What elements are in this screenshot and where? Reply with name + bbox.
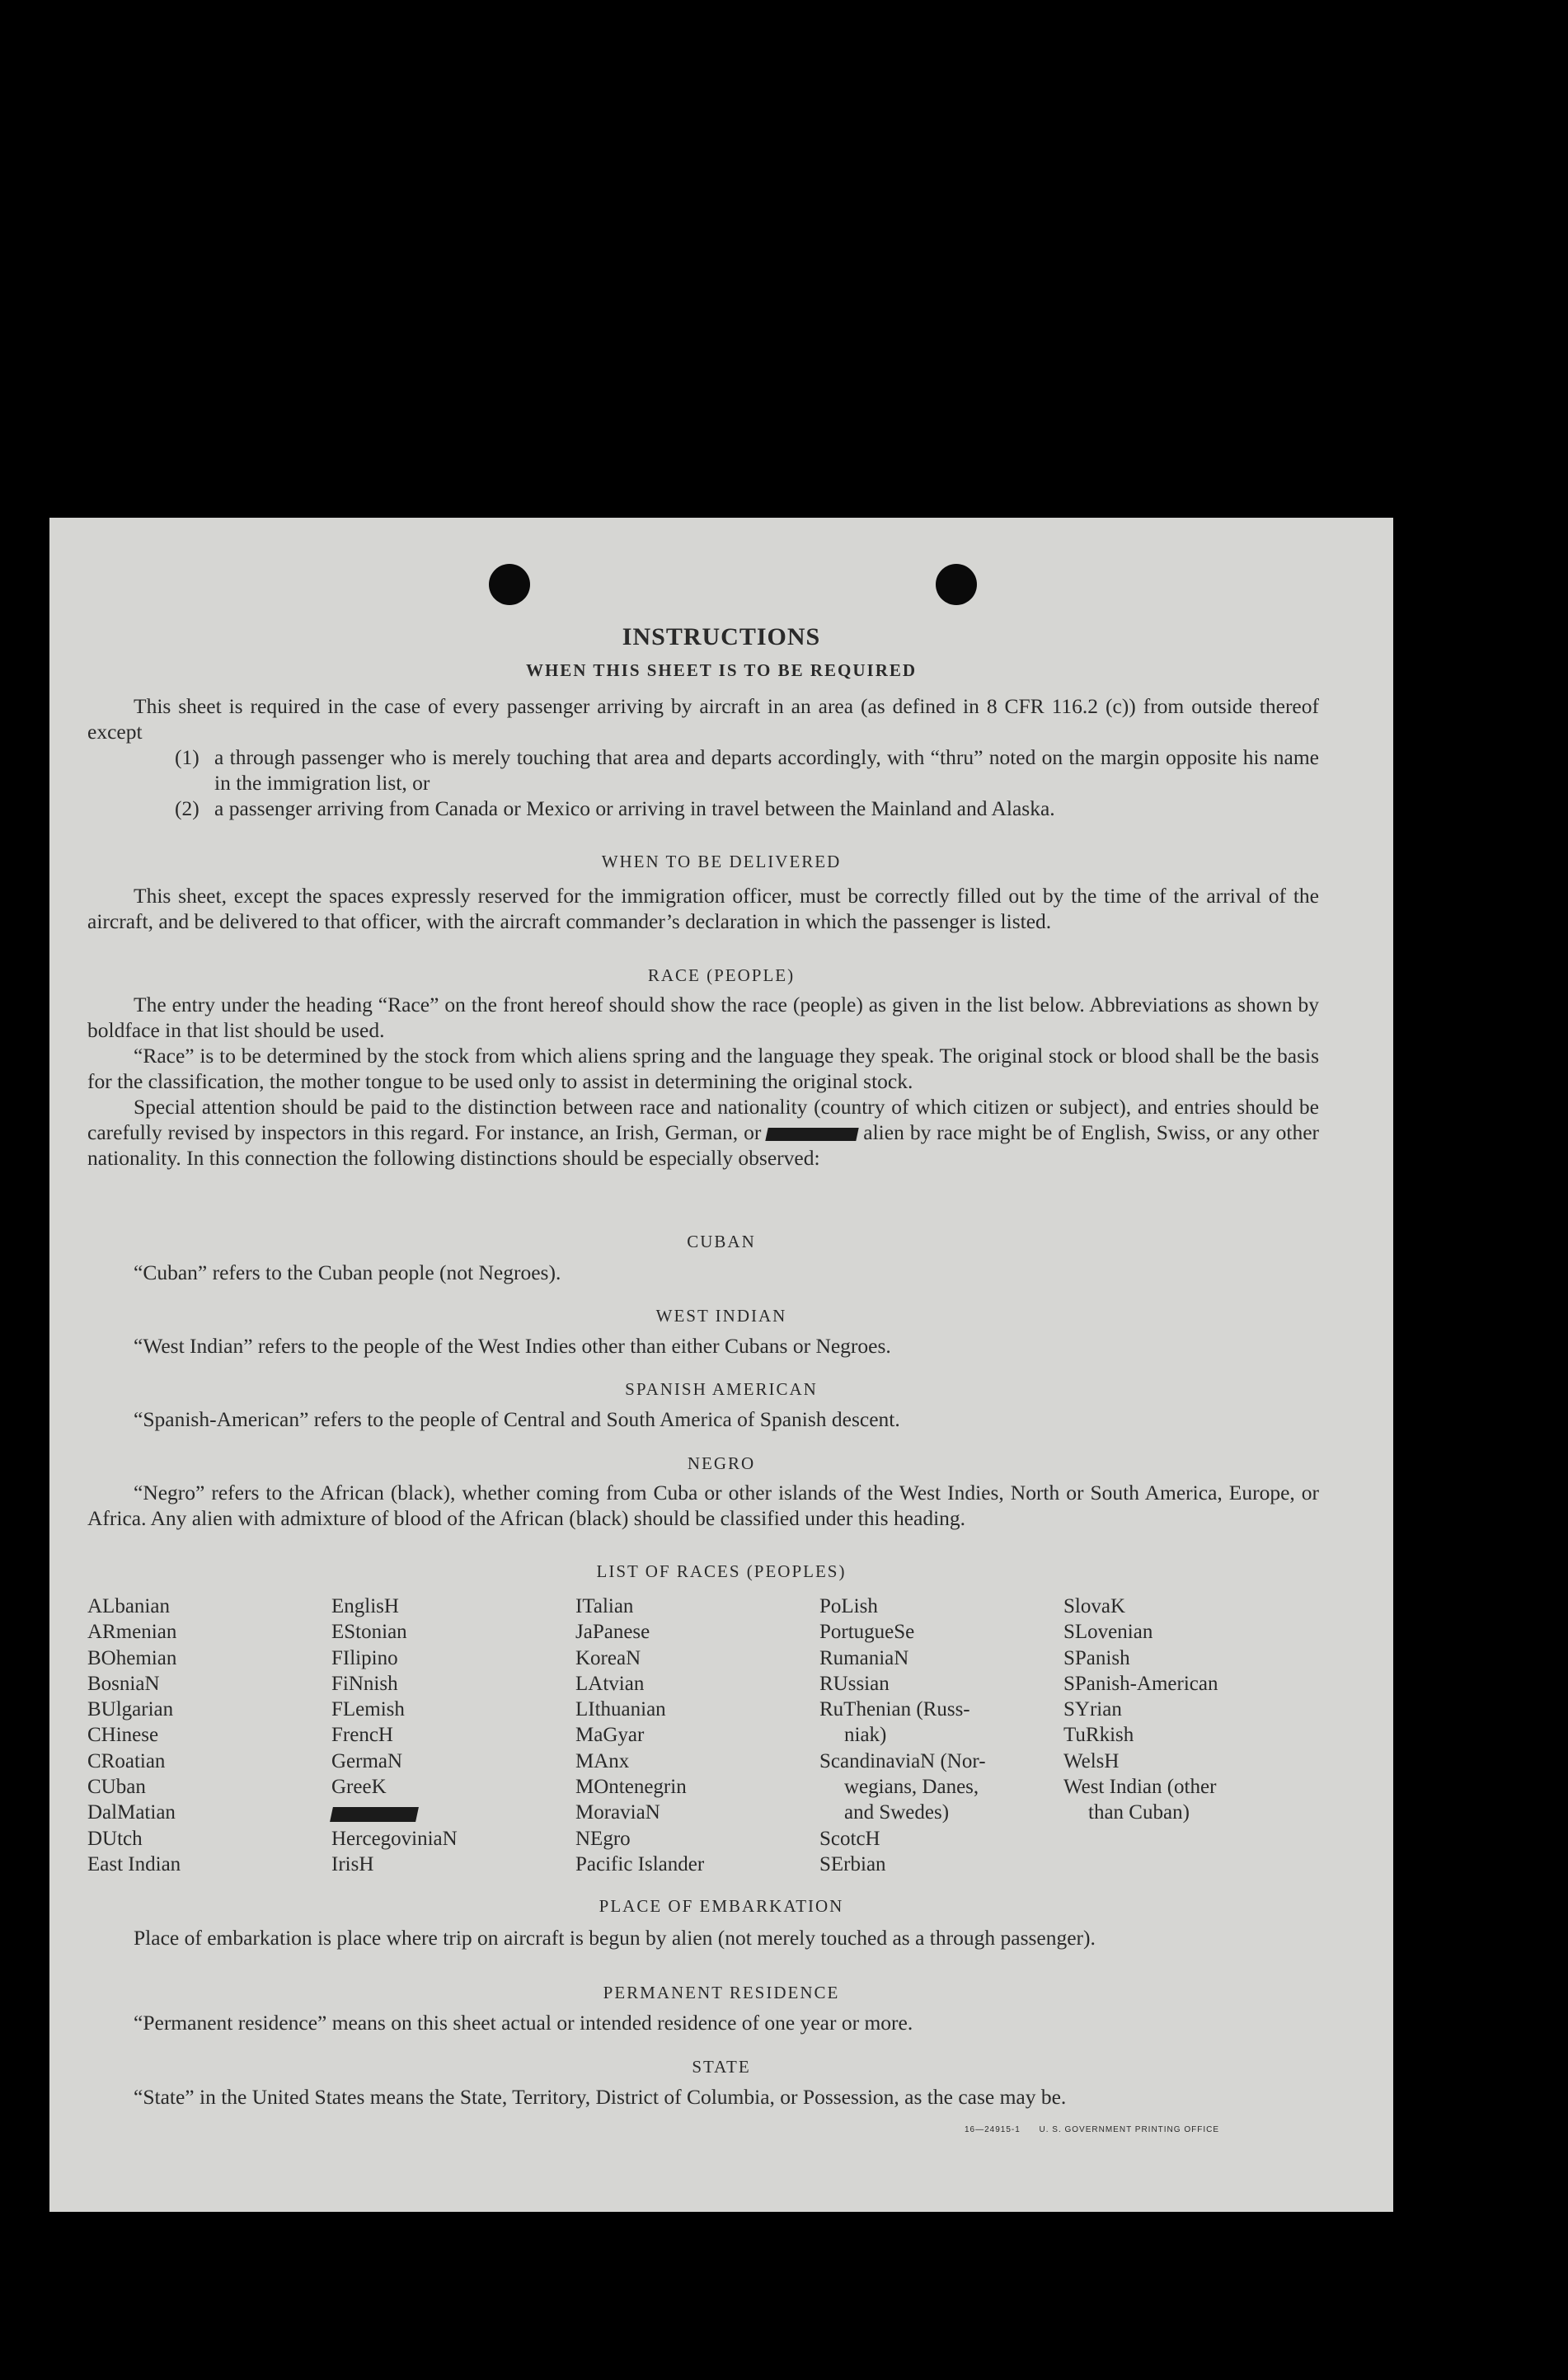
race-entry: MAnx [575,1749,630,1772]
spanish-american-text: “Spanish-American” refers to the people of Central and South America of Spanish descent. [134,1407,900,1431]
race-entry: PoLish [819,1595,878,1617]
race-entry: RumaniaN [819,1646,909,1669]
required-intro: This sheet is required in the case of every passenger arriving by aircraft in an area (as defined in 8 CFR 116.2 (c)) from outside thereof except [87,694,1319,744]
race-entry: ALbanian [87,1595,170,1617]
redaction-mark [766,1128,859,1141]
race-entry: EStonian [331,1621,407,1644]
spanish-american-section [87,1406,1319,1432]
cuban-text: “Cuban” refers to the Cuban people (not Negroes). [134,1260,561,1284]
races-list [87,1594,1352,1877]
race-entry: DUtch [87,1827,143,1850]
state-text: “State” in the United States means the State, Territory, District of Columbia, or Possession, as the case may be. [134,2085,1067,2109]
item-text: a through passenger who is merely touching that area and departs accordingly, with “thru” noted on the margin opposite his name in the immigration list, or [214,745,1319,795]
embarkation-text: Place of embarkation is place where trip on aircraft is begun by alien (not merely touched as a through passenger). [134,1926,1096,1950]
race-entry-continuation: than Cuban) [1088,1801,1190,1824]
race-paragraph-3a: Special attention should be paid to the distinction between race and nationality (country of which citizen or subject), and entries should be carefully revised by inspectors in this regard. For instance, an Irish, German, or [87,1095,1319,1144]
race-entry: MOntenegrin [575,1776,687,1799]
west-indian-section [87,1333,1319,1359]
race-entry: CHinese [87,1724,159,1747]
item-number: (2) [175,796,200,820]
race-entry: BUlgarian [87,1698,174,1721]
races-column-1 [87,1594,331,1877]
delivered-section [87,883,1319,934]
cuban-section [87,1260,1319,1285]
race-entry: RUssian [819,1672,890,1695]
races-column-4 [819,1594,1063,1877]
race-entry: IrisH [331,1852,374,1875]
punch-hole [489,564,530,605]
section-heading-residence: PERMANENT RESIDENCE [603,1983,840,2002]
race-entry: CUban [87,1776,146,1799]
section-heading-races-list: LIST OF RACES (PEOPLES) [596,1561,847,1581]
race-entry: SPanish-American [1063,1672,1218,1695]
section-heading-west-indian: WEST INDIAN [655,1306,787,1326]
section-heading-negro: NEGRO [687,1453,756,1473]
redaction-mark [330,1807,419,1822]
race-entry: BosniaN [87,1672,160,1695]
race-entry: PortugueSe [819,1621,915,1644]
race-entry: FiNnish [331,1672,398,1695]
race-paragraph-1: The entry under the heading “Race” on the front hereof should show the race (people) as given in the list below. Abbreviations as shown by boldface in that list should be used. [87,993,1319,1042]
races-column-5 [1063,1594,1270,1877]
race-entry: DalMatian [87,1801,176,1824]
race-entry: WelsH [1063,1749,1120,1772]
race-entry: LAtvian [575,1672,645,1695]
race-entry: RuThenian (Russ- [819,1698,970,1721]
race-entry: MaGyar [575,1724,645,1747]
instruction-sheet [49,518,1393,2212]
race-entry: JaPanese [575,1621,650,1644]
race-entry: GreeK [331,1776,387,1799]
item-number: (1) [175,745,200,769]
races-column-3 [575,1594,819,1877]
section-heading-delivered: WHEN TO BE DELIVERED [601,852,842,871]
race-entry: SLovenian [1063,1621,1153,1644]
residence-section [87,2010,1319,2035]
embarkation-section [87,1925,1319,1950]
race-section [87,992,1319,1171]
residence-text: “Permanent residence” means on this sheet actual or intended residence of one year or more. [134,2011,913,2035]
printer-credit: U. S. GOVERNMENT PRINTING OFFICE [1039,2125,1219,2134]
race-entry: FIlipino [331,1646,398,1669]
punch-hole [936,564,977,605]
race-entry: NEgro [575,1827,631,1850]
race-entry: SYrian [1063,1698,1122,1721]
race-entry: LIthuanian [575,1698,666,1721]
race-entry: SlovaK [1063,1595,1125,1617]
footer [965,2125,1219,2134]
race-entry: EnglisH [331,1595,399,1617]
section-heading-race: RACE (PEOPLE) [647,965,796,985]
race-entry: CRoatian [87,1749,166,1772]
race-entry: Pacific Islander [575,1852,705,1875]
race-entry: FrencH [331,1724,393,1747]
section-heading-embarkation: PLACE OF EMBARKATION [599,1896,844,1916]
race-entry: West Indian (other [1063,1776,1217,1799]
race-entry: ARmenian [87,1621,177,1644]
race-entry: FLemish [331,1698,405,1721]
race-entry-redacted [331,1800,575,1825]
race-entry: SPanish [1063,1646,1130,1669]
race-paragraph-3b: alien by race might be of English, Swiss, or any other nationality. In this connection the following distinctions should be especially observed: [87,1120,1320,1170]
race-entry: MoraviaN [575,1801,660,1824]
race-entry: GermaN [331,1749,403,1772]
item-text: a passenger arriving from Canada or Mexico or arriving in travel between the Mainland and Alaska. [214,796,1055,820]
section-heading-state: STATE [692,2057,751,2077]
race-entry: HercegoviniaN [331,1827,458,1850]
state-section [87,2084,1319,2110]
race-entry-continuation: and Swedes) [844,1801,950,1824]
race-entry: SErbian [819,1852,886,1875]
required-section [87,693,1319,821]
race-entry: TuRkish [1063,1724,1134,1747]
exception-item-2 [175,796,1319,821]
race-entry-continuation: niak) [844,1724,887,1747]
race-entry: KoreaN [575,1646,641,1669]
races-column-2 [331,1594,575,1877]
negro-text: “Negro” refers to the African (black), whether coming from Cuba or other islands of the West Indies, North or South America, Europe, or Africa. Any alien with admixture of blood of the African (black) should be classified under this heading. [87,1481,1319,1530]
race-entry: ITalian [575,1595,634,1617]
form-number: 16—24915-1 [965,2125,1021,2134]
race-entry: East Indian [87,1852,181,1875]
race-entry: ScotcH [819,1827,880,1850]
section-heading-cuban: CUBAN [687,1232,756,1251]
race-entry-continuation: wegians, Danes, [844,1776,979,1799]
delivered-text: This sheet, except the spaces expressly reserved for the immigration officer, must be correctly filled out by the time of the arrival of the aircraft, and be delivered to that officer, with the aircraft commander’s declaration in which the passenger is listed. [87,884,1319,933]
race-entry: BOhemian [87,1646,177,1669]
page-title: INSTRUCTIONS [622,623,821,650]
west-indian-text: “West Indian” refers to the people of the West Indies other than either Cubans or Negroes. [134,1334,891,1358]
race-paragraph-3 [87,1094,1319,1171]
race-paragraph-2: “Race” is to be determined by the stock from which aliens spring and the language they speak. The original stock or blood shall be the basis for the classification, the mother tongue to be used only to assist in determining the original stock. [87,1044,1319,1093]
section-heading-spanish-american: SPANISH AMERICAN [625,1379,818,1399]
race-entry: ScandinaviaN (Nor- [819,1749,986,1772]
negro-section [87,1480,1319,1531]
exception-item-1 [175,744,1319,796]
section-heading-required: WHEN THIS SHEET IS TO BE REQUIRED [525,660,918,680]
